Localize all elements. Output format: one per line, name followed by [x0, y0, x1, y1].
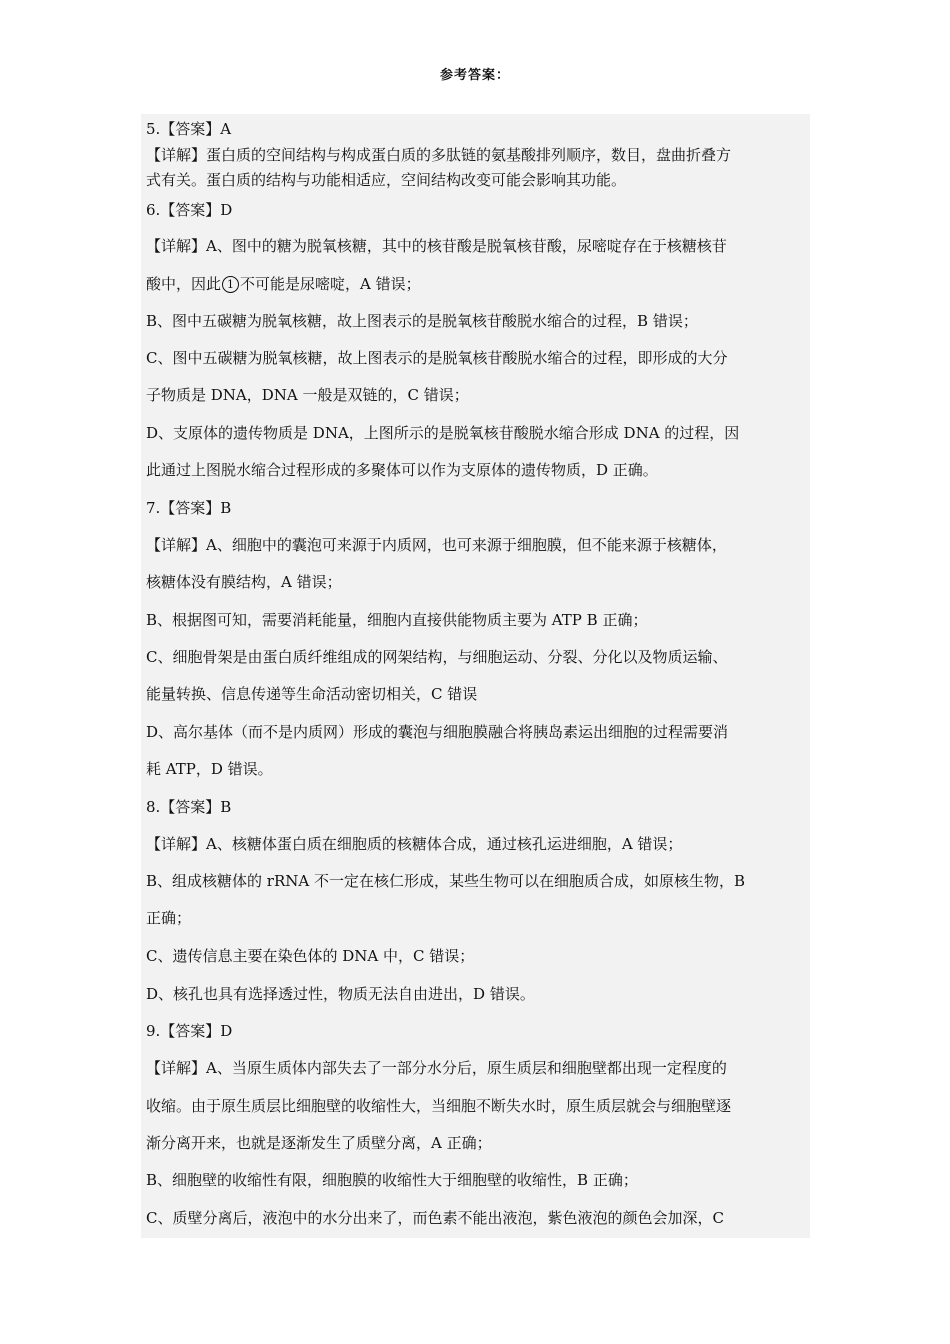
q6-detail-line: [146, 274, 806, 294]
q8-answer-line: 8.【答案】B: [146, 798, 232, 816]
q6-option-d-line: D、支原体的遗传物质是 DNA，上图所示的是脱氧核苷酸脱水缩合形成 DNA 的过程，因: [146, 424, 740, 442]
q6-detail-line: 【详解】A、图中的糖为脱氧核糖，其中的核苷酸是脱氧核苷酸，尿嘧啶存在于核糖核苷: [146, 237, 727, 255]
q8-option-b-line: B、组成核糖体的 rRNA 不一定在核仁形成，某些生物可以在细胞质合成，如原核生物，B: [146, 872, 746, 890]
q9-detail-line: 收缩。由于原生质层比细胞壁的收缩性大，当细胞不断失水时，原生质层就会与细胞壁逐: [146, 1097, 732, 1115]
q6-option-d-line: 此通过上图脱水缩合过程形成的多聚体可以作为支原体的遗传物质，D 正确。: [146, 461, 658, 479]
q5-detail-line: 式有关。蛋白质的结构与功能相适应，空间结构改变可能会影响其功能。: [146, 171, 627, 189]
q8-option-c-line: C、遗传信息主要在染色体的 DNA 中，C 错误；: [146, 947, 475, 965]
q6-option-c-line: 子物质是 DNA，DNA 一般是双链的，C 错误；: [146, 386, 469, 404]
q8-option-b-line: 正确；: [146, 909, 192, 927]
q7-option-d-line: D、高尔基体（而不是内质网）形成的囊泡与细胞膜融合将胰岛素运出细胞的过程需要消: [146, 723, 729, 741]
q9-detail-line: 渐分离开来，也就是逐渐发生了质壁分离，A 正确；: [146, 1134, 492, 1152]
q7-option-d-line: 耗 ATP，D 错误。: [146, 760, 273, 778]
q9-option-b-line: B、细胞壁的收缩性有限，细胞膜的收缩性大于细胞壁的收缩性，B 正确；: [146, 1171, 638, 1189]
page-title: 参考答案：: [439, 68, 510, 83]
q9-answer-line: 9.【答案】D: [146, 1022, 233, 1040]
q9-option-c-line: C、质壁分离后，液泡中的水分出来了，而色素不能出液泡，紫色液泡的颜色会加深，C: [146, 1209, 724, 1227]
circled-number-one: 1: [222, 276, 239, 293]
q5-answer-line: 5.【答案】A: [146, 120, 232, 138]
q8-detail-line: 【详解】A、核糖体蛋白质在细胞质的核糖体合成，通过核孔运进细胞，A 错误；: [146, 835, 683, 853]
q5-detail-line: 【详解】蛋白质的空间结构与构成蛋白质的多肽链的氨基酸排列顺序，数目，盘曲折叠方: [146, 146, 732, 164]
q8-option-d-line: D、核孔也具有选择透过性，物质无法自由进出，D 错误。: [146, 985, 535, 1003]
q7-option-b-line: B、根据图可知，需要消耗能量，细胞内直接供能物质主要为 ATP B 正确；: [146, 611, 648, 629]
q7-detail-line: 【详解】A、细胞中的囊泡可来源于内质网，也可来源于细胞膜，但不能来源于核糖体，: [146, 536, 727, 554]
q6-option-c-line: C、图中五碳糖为脱氧核糖，故上图表示的是脱氧核苷酸脱水缩合的过程，即形成的大分: [146, 349, 728, 367]
answer-content: [141, 114, 810, 1238]
q6-option-b-line: B、图中五碳糖为脱氧核糖，故上图表示的是脱氧核苷酸脱水缩合的过程，B 错误；: [146, 312, 698, 330]
q6-line-text-before: 酸中，因此: [146, 275, 222, 293]
q7-answer-line: 7.【答案】B: [146, 499, 232, 517]
q6-answer-line: 6.【答案】D: [146, 201, 233, 219]
q7-detail-line: 核糖体没有膜结构，A 错误；: [146, 573, 342, 591]
q9-detail-line: 【详解】A、当原生质体内部失去了一部分水分后，原生质层和细胞壁都出现一定程度的: [146, 1059, 727, 1077]
q7-option-c-line: C、细胞骨架是由蛋白质纤维组成的网架结构，与细胞运动、分裂、分化以及物质运输、: [146, 648, 728, 666]
q6-line-text-after: 不可能是尿嘧啶，A 错误；: [240, 275, 421, 293]
q7-option-c-line: 能量转换、信息传递等生命活动密切相关，C 错误: [146, 685, 478, 703]
